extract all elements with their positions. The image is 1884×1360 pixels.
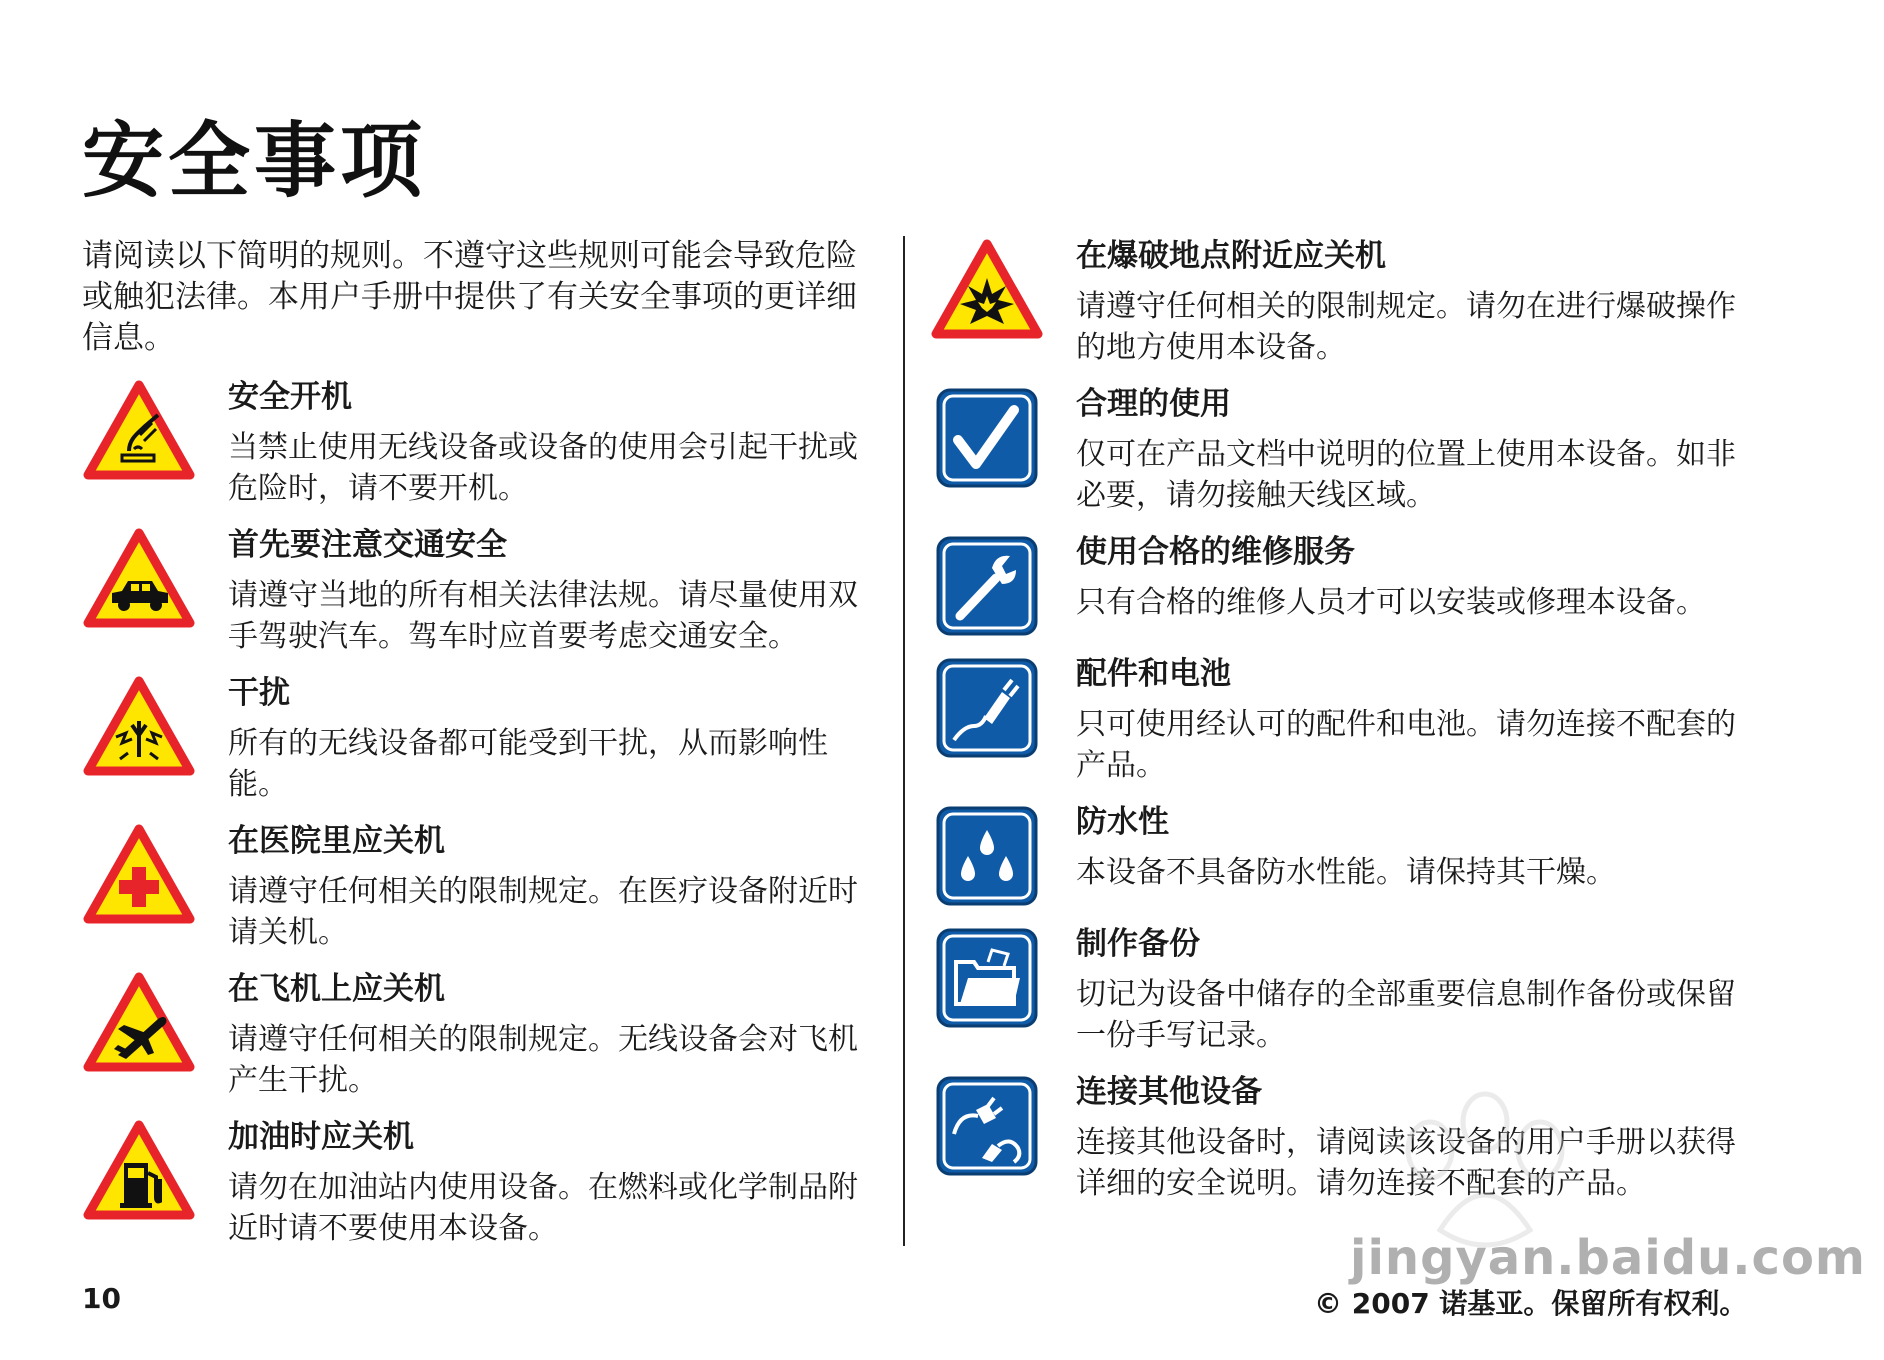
item-title: 使用合格的维修服务 bbox=[1076, 534, 1355, 570]
safety-item-blasting bbox=[930, 236, 1750, 368]
item-desc: 请遵守任何相关的限制规定。无线设备会对飞机产生干扰。 bbox=[228, 1022, 858, 1098]
item-desc: 切记为设备中储存的全部重要信息制作备份或保留一份手写记录。 bbox=[1076, 977, 1736, 1053]
item-title: 在爆破地点附近应关机 bbox=[1076, 238, 1386, 274]
item-title: 配件和电池 bbox=[1076, 656, 1231, 692]
item-desc: 只可使用经认可的配件和电池。请勿连接不配套的产品。 bbox=[1076, 707, 1736, 783]
watermark-text: jingyan.baidu.com bbox=[1350, 1230, 1866, 1286]
folder-icon bbox=[930, 926, 1044, 1030]
item-title: 制作备份 bbox=[1076, 926, 1200, 962]
safety-item-use-sensibly bbox=[930, 384, 1750, 516]
car-icon bbox=[82, 527, 196, 631]
item-title: 加油时应关机 bbox=[228, 1119, 414, 1155]
item-desc: 请遵守任何相关的限制规定。请勿在进行爆破操作的地方使用本设备。 bbox=[1076, 289, 1736, 365]
item-desc: 请遵守任何相关的限制规定。在医疗设备附近时请关机。 bbox=[228, 874, 858, 950]
safety-item-hospital bbox=[82, 821, 882, 953]
checkmark-icon bbox=[930, 386, 1044, 490]
item-title: 在飞机上应关机 bbox=[228, 971, 445, 1007]
right-column bbox=[930, 236, 1750, 1220]
hand-power-icon bbox=[82, 379, 196, 483]
wrench-icon bbox=[930, 534, 1044, 638]
item-desc: 当禁止使用无线设备或设备的使用会引起干扰或危险时，请不要开机。 bbox=[228, 430, 858, 506]
page-title: 安全事项 bbox=[82, 114, 427, 209]
safety-item-switch-on bbox=[82, 377, 882, 509]
item-title: 在医院里应关机 bbox=[228, 823, 445, 859]
item-desc: 请遵守当地的所有相关法律法规。请尽量使用双手驾驶汽车。驾车时应首要考虑交通安全。 bbox=[228, 578, 858, 654]
safety-item-aircraft bbox=[82, 969, 882, 1101]
safety-item-water-resistance bbox=[930, 802, 1750, 908]
item-desc: 仅可在产品文档中说明的位置上使用本设备。如非必要，请勿接触天线区域。 bbox=[1076, 437, 1736, 513]
safety-item-road-safety bbox=[82, 525, 882, 657]
item-desc: 连接其他设备时，请阅读该设备的用户手册以获得详细的安全说明。请勿连接不配套的产品。 bbox=[1076, 1125, 1736, 1201]
safety-item-qualified-service bbox=[930, 532, 1750, 638]
column-divider bbox=[903, 236, 905, 1246]
plug-cable-icon bbox=[930, 1074, 1044, 1178]
item-title: 首先要注意交通安全 bbox=[228, 527, 507, 563]
item-desc: 只有合格的维修人员才可以安装或修理本设备。 bbox=[1076, 585, 1706, 620]
item-desc: 所有的无线设备都可能受到干扰，从而影响性能。 bbox=[228, 726, 828, 802]
item-title: 合理的使用 bbox=[1076, 386, 1231, 422]
page-number: 10 bbox=[82, 1282, 121, 1315]
item-desc: 请勿在加油站内使用设备。在燃料或化学制品附近时请不要使用本设备。 bbox=[228, 1170, 858, 1246]
intro-text: 请阅读以下简明的规则。不遵守这些规则可能会导致危险或触犯法律。本用户手册中提供了有关安全事项的更详细信息。 bbox=[82, 238, 857, 356]
item-title: 防水性 bbox=[1076, 804, 1169, 840]
safety-item-backup bbox=[930, 924, 1750, 1056]
left-column bbox=[82, 236, 882, 1265]
item-desc: 本设备不具备防水性能。请保持其干燥。 bbox=[1076, 855, 1616, 890]
medical-cross-icon bbox=[82, 823, 196, 927]
safety-item-accessories-batteries bbox=[930, 654, 1750, 786]
interference-icon bbox=[82, 675, 196, 779]
water-drops-icon bbox=[930, 804, 1044, 908]
safety-item-refuelling bbox=[82, 1117, 882, 1249]
charger-plug-icon bbox=[930, 656, 1044, 760]
copyright-notice: © 2007 诺基亚。保留所有权利。 bbox=[1314, 1287, 1748, 1320]
item-title: 干扰 bbox=[228, 675, 290, 711]
fuel-pump-icon bbox=[82, 1119, 196, 1223]
safety-item-interference bbox=[82, 673, 882, 805]
item-title: 连接其他设备 bbox=[1076, 1074, 1262, 1110]
item-title: 安全开机 bbox=[228, 379, 352, 415]
airplane-icon bbox=[82, 971, 196, 1075]
explosion-icon bbox=[930, 238, 1044, 342]
